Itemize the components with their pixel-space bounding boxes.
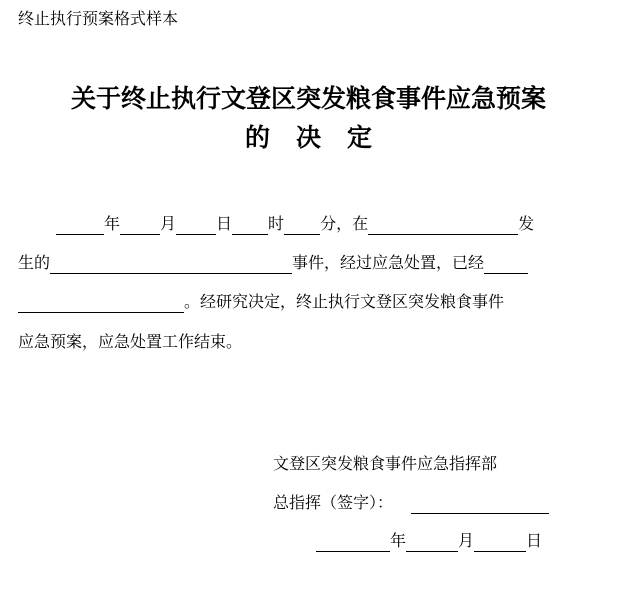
blank-signature [411,495,549,514]
label-event-after: 事件，经过应急处置，已经 [292,253,485,272]
blank-hour [232,216,268,235]
label-day: 日 [216,214,233,233]
signature-date [316,530,542,552]
document-title-line2: 的决定 [244,123,398,152]
blank-minute [284,216,320,235]
sign-label-month: 月 [458,531,475,550]
blank-sign-year [316,533,390,552]
label-conclusion: 。经研究决定，终止执行文登区突发粮食事件 [184,292,505,311]
sign-label-year: 年 [390,531,407,550]
sign-label-day: 日 [526,531,543,550]
signature-commander [273,492,549,514]
blank-status-1 [484,255,528,274]
label-hour: 时 [268,214,285,233]
label-minute: 分 [320,214,337,233]
blank-status-2 [18,294,184,313]
label-occur-1: 发 [518,214,535,233]
signature-organization: 文登区突发粮食事件应急指挥部 [273,454,498,473]
blank-location [368,216,518,235]
document-title-line1: 关于终止执行文登区突发粮食事件应急预案 [70,84,546,113]
document-caption: 终止执行预案格式样本 [18,9,179,28]
blank-day [176,216,216,235]
blank-sign-day [474,533,526,552]
body-line-3 [18,291,606,313]
body-line-1 [18,213,606,235]
body-line-2 [18,252,606,274]
label-at: ，在 [336,214,369,233]
commander-label: 总指挥（签字）： [273,493,394,512]
label-occur-2: 生的 [18,253,51,272]
label-month: 月 [160,214,177,233]
blank-year [56,216,104,235]
blank-month [120,216,160,235]
body-line-4: 应急预案，应急处置工作结束。 [18,332,243,351]
blank-event [50,255,292,274]
label-year: 年 [104,214,121,233]
blank-sign-month [406,533,458,552]
